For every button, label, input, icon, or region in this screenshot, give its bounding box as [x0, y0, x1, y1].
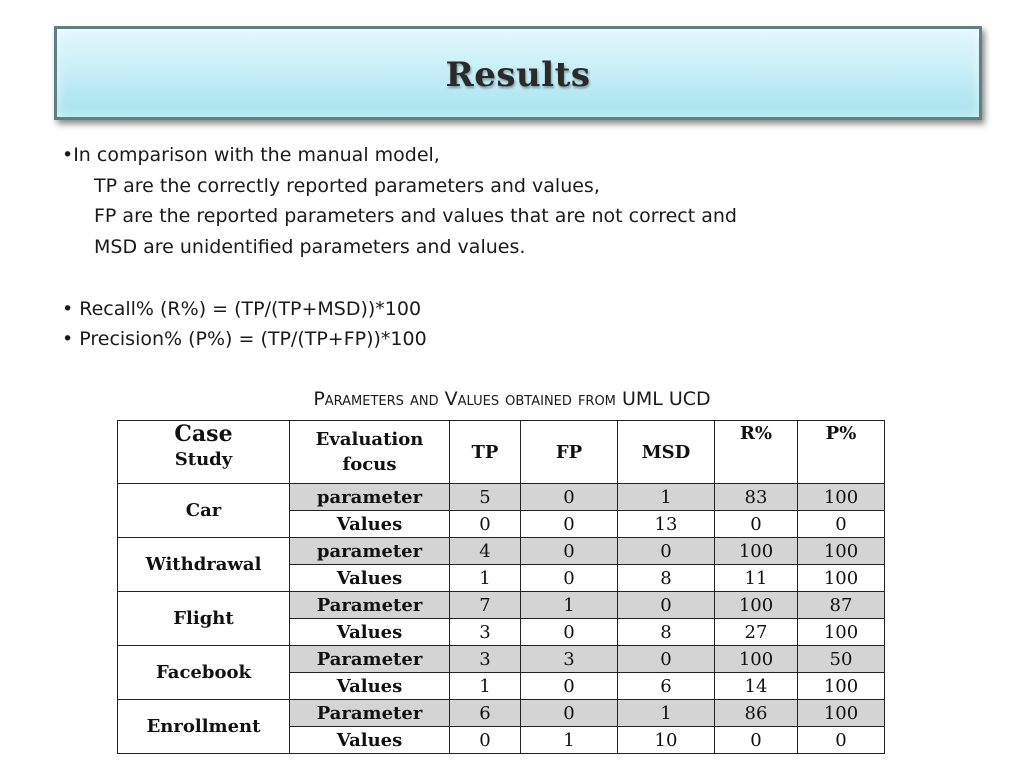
evaluation-focus-cell: Values: [290, 619, 450, 646]
table-row: [118, 646, 885, 673]
msd-cell: 10: [618, 727, 715, 754]
table-row: [118, 538, 885, 565]
fp-cell: 0: [521, 538, 618, 565]
evaluation-focus-cell: Values: [290, 673, 450, 700]
header-msd: MSD: [618, 421, 715, 484]
header-tp: TP: [450, 421, 521, 484]
r-cell: 11: [715, 565, 798, 592]
slide-title: Results: [445, 55, 591, 95]
tp-cell: 6: [450, 700, 521, 727]
p-cell: 100: [798, 538, 885, 565]
table-row: [118, 592, 885, 619]
table-caption: [0, 388, 1024, 410]
tp-cell: 3: [450, 619, 521, 646]
p-cell: 100: [798, 565, 885, 592]
evaluation-focus-cell: parameter: [290, 538, 450, 565]
r-cell: 100: [715, 592, 798, 619]
fp-cell: 0: [521, 565, 618, 592]
header-eval-line1: Evaluation: [315, 428, 424, 450]
msd-cell: 0: [618, 592, 715, 619]
msd-cell: 8: [618, 565, 715, 592]
r-cell: 14: [715, 673, 798, 700]
header-case-study: [118, 421, 290, 484]
header-recall: R%: [715, 421, 798, 484]
bullet-recall-formula: • Recall% (R%) = (TP/(TP+MSD))*100: [62, 298, 422, 320]
r-cell: 0: [715, 727, 798, 754]
table-row: [118, 700, 885, 727]
case-study-cell: Facebook: [118, 646, 290, 700]
msd-cell: 1: [618, 484, 715, 511]
case-study-cell: Car: [118, 484, 290, 538]
bullet-comparison-line-3: FP are the reported parameters and values that are not correct and: [94, 205, 737, 227]
header-precision: P%: [798, 421, 885, 484]
p-cell: 50: [798, 646, 885, 673]
msd-cell: 1: [618, 700, 715, 727]
header-evaluation-focus: [290, 421, 450, 484]
header-fp: FP: [521, 421, 618, 484]
tp-cell: 4: [450, 538, 521, 565]
fp-cell: 0: [521, 619, 618, 646]
msd-cell: 0: [618, 538, 715, 565]
p-cell: 0: [798, 727, 885, 754]
evaluation-focus-cell: Parameter: [290, 592, 450, 619]
evaluation-focus-cell: Values: [290, 565, 450, 592]
msd-cell: 8: [618, 619, 715, 646]
bullet-comparison-line-4: MSD are unidentified parameters and values.: [94, 236, 526, 258]
r-cell: 83: [715, 484, 798, 511]
evaluation-focus-cell: parameter: [290, 484, 450, 511]
bullet-comparison-line-2: TP are the correctly reported parameters and values,: [94, 175, 600, 197]
case-study-cell: Enrollment: [118, 700, 290, 754]
fp-cell: 0: [521, 484, 618, 511]
p-cell: 0: [798, 511, 885, 538]
msd-cell: 0: [618, 646, 715, 673]
tp-cell: 1: [450, 565, 521, 592]
fp-cell: 3: [521, 646, 618, 673]
header-case-line2: Study: [174, 448, 233, 470]
p-cell: 100: [798, 673, 885, 700]
table-row: [118, 484, 885, 511]
table-caption-text: Parameters and Values obtained from: [313, 388, 616, 410]
evaluation-focus-cell: Parameter: [290, 646, 450, 673]
fp-cell: 0: [521, 673, 618, 700]
tp-cell: 3: [450, 646, 521, 673]
p-cell: 100: [798, 619, 885, 646]
table-header-row: [118, 421, 885, 484]
fp-cell: 1: [521, 592, 618, 619]
header-case-line1: Case: [174, 421, 233, 447]
tp-cell: 1: [450, 673, 521, 700]
bullet-precision-formula: • Precision% (P%) = (TP/(TP+FP))*100: [62, 328, 427, 350]
evaluation-focus-cell: Values: [290, 727, 450, 754]
tp-cell: 5: [450, 484, 521, 511]
title-banner: [54, 26, 982, 120]
case-study-cell: Flight: [118, 592, 290, 646]
r-cell: 0: [715, 511, 798, 538]
table-caption-suffix: UML UCD: [621, 388, 711, 410]
r-cell: 100: [715, 646, 798, 673]
fp-cell: 0: [521, 700, 618, 727]
evaluation-focus-cell: Parameter: [290, 700, 450, 727]
r-cell: 27: [715, 619, 798, 646]
tp-cell: 0: [450, 511, 521, 538]
r-cell: 86: [715, 700, 798, 727]
fp-cell: 0: [521, 511, 618, 538]
msd-cell: 13: [618, 511, 715, 538]
p-cell: 100: [798, 484, 885, 511]
tp-cell: 7: [450, 592, 521, 619]
case-study-cell: Withdrawal: [118, 538, 290, 592]
tp-cell: 0: [450, 727, 521, 754]
results-table: [117, 420, 885, 754]
r-cell: 100: [715, 538, 798, 565]
p-cell: 87: [798, 592, 885, 619]
msd-cell: 6: [618, 673, 715, 700]
header-eval-line2: focus: [342, 454, 397, 475]
table-body: [118, 484, 885, 754]
evaluation-focus-cell: Values: [290, 511, 450, 538]
bullet-comparison-line-1: •In comparison with the manual model,: [62, 144, 440, 166]
p-cell: 100: [798, 700, 885, 727]
fp-cell: 1: [521, 727, 618, 754]
